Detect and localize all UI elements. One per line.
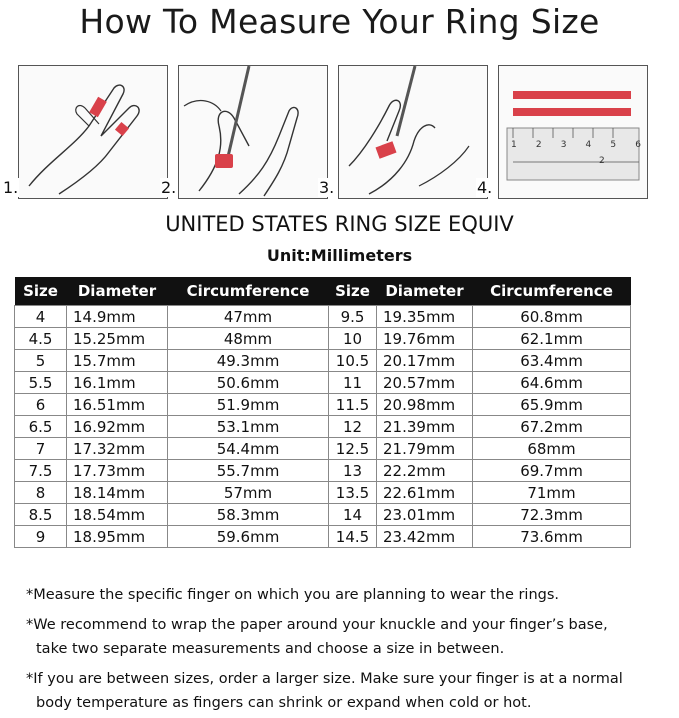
cell: 21.79mm xyxy=(377,438,473,460)
cell: 59.6mm xyxy=(168,526,329,548)
table-row xyxy=(15,482,631,504)
cell: 16.51mm xyxy=(67,394,168,416)
ruler-tick-labels xyxy=(511,140,641,150)
cell: 10.5 xyxy=(329,350,377,372)
step-4-number: 4. xyxy=(477,178,493,197)
cell: 55.7mm xyxy=(168,460,329,482)
cell: 17.73mm xyxy=(67,460,168,482)
cell: 20.98mm xyxy=(377,394,473,416)
cell: 73.6mm xyxy=(473,526,631,548)
cell: 69.7mm xyxy=(473,460,631,482)
ruler-tick: 3 xyxy=(560,140,567,150)
cell: 5.5 xyxy=(15,372,67,394)
cell: 68mm xyxy=(473,438,631,460)
cell: 54.4mm xyxy=(168,438,329,460)
cell: 53.1mm xyxy=(168,416,329,438)
hand-marking-strip-icon xyxy=(179,66,327,198)
header-size: Size xyxy=(329,277,377,306)
note-3-line-2: body temperature as fingers can shrink or expand when cold or hot. xyxy=(36,695,532,711)
cell: 50.6mm xyxy=(168,372,329,394)
ring-size-table xyxy=(14,277,631,548)
cell: 7 xyxy=(15,438,67,460)
cell: 18.95mm xyxy=(67,526,168,548)
cell: 6.5 xyxy=(15,416,67,438)
ruler-tick: 4 xyxy=(585,140,592,150)
note-2-line-2: take two separate measurements and choose a size in between. xyxy=(36,641,505,657)
cell: 20.57mm xyxy=(377,372,473,394)
cell: 20.17mm xyxy=(377,350,473,372)
cell: 21.39mm xyxy=(377,416,473,438)
step-2-illustration xyxy=(178,65,328,199)
step-1-illustration xyxy=(18,65,168,199)
cell: 9 xyxy=(15,526,67,548)
header-circumference: Circumference xyxy=(168,277,329,306)
cell: 11 xyxy=(329,372,377,394)
step-3-illustration xyxy=(338,65,488,199)
cell: 67.2mm xyxy=(473,416,631,438)
cell: 58.3mm xyxy=(168,504,329,526)
header-diameter: Diameter xyxy=(67,277,168,306)
table-row xyxy=(15,504,631,526)
cell: 22.2mm xyxy=(377,460,473,482)
table-heading: UNITED STATES RING SIZE EQUIV xyxy=(165,212,514,236)
step-2-number: 2. xyxy=(161,178,177,197)
note-3 xyxy=(26,667,676,715)
cell: 4 xyxy=(15,306,67,328)
table-header-row xyxy=(15,277,631,306)
step-4-illustration xyxy=(498,65,648,199)
cell: 23.01mm xyxy=(377,504,473,526)
cell: 14.9mm xyxy=(67,306,168,328)
step-3-number: 3. xyxy=(319,178,335,197)
cell: 49.3mm xyxy=(168,350,329,372)
header-diameter: Diameter xyxy=(377,277,473,306)
header-circumference: Circumference xyxy=(473,277,631,306)
ruler-tick: 6 xyxy=(635,140,641,150)
cell: 18.14mm xyxy=(67,482,168,504)
cell: 7.5 xyxy=(15,460,67,482)
hand-with-pen-icon xyxy=(339,66,487,198)
ruler-with-strips-icon xyxy=(499,66,647,198)
cell: 11.5 xyxy=(329,394,377,416)
cell: 47mm xyxy=(168,306,329,328)
cell: 6 xyxy=(15,394,67,416)
table-row xyxy=(15,416,631,438)
table-row xyxy=(15,328,631,350)
table-row xyxy=(15,350,631,372)
note-2 xyxy=(26,613,676,661)
cell: 4.5 xyxy=(15,328,67,350)
cell: 48mm xyxy=(168,328,329,350)
note-1: *Measure the specific finger on which you are planning to wear the rings. xyxy=(26,587,560,603)
cell: 12.5 xyxy=(329,438,377,460)
cell: 51.9mm xyxy=(168,394,329,416)
cell: 16.92mm xyxy=(67,416,168,438)
cell: 62.1mm xyxy=(473,328,631,350)
cell: 13.5 xyxy=(329,482,377,504)
cell: 5 xyxy=(15,350,67,372)
cell: 19.35mm xyxy=(377,306,473,328)
header-size: Size xyxy=(15,277,67,306)
cell: 15.7mm xyxy=(67,350,168,372)
note-2-line-1: *We recommend to wrap the paper around your knuckle and your finger’s base, xyxy=(26,617,608,633)
ruler-tick: 1 xyxy=(511,140,517,150)
ruler-tick: 5 xyxy=(610,140,617,150)
cell: 22.61mm xyxy=(377,482,473,504)
ruler-mark-label: 2 xyxy=(599,156,605,166)
cell: 23.42mm xyxy=(377,526,473,548)
cell: 15.25mm xyxy=(67,328,168,350)
cell: 64.6mm xyxy=(473,372,631,394)
cell: 10 xyxy=(329,328,377,350)
table-row xyxy=(15,526,631,548)
cell: 17.32mm xyxy=(67,438,168,460)
hand-with-paper-strip-icon xyxy=(19,66,167,198)
cell: 65.9mm xyxy=(473,394,631,416)
cell: 63.4mm xyxy=(473,350,631,372)
cell: 72.3mm xyxy=(473,504,631,526)
cell: 14.5 xyxy=(329,526,377,548)
cell: 60.8mm xyxy=(473,306,631,328)
table-row xyxy=(15,438,631,460)
note-3-line-1: *If you are between sizes, order a larger size. Make sure your finger is at a normal xyxy=(26,671,623,687)
cell: 13 xyxy=(329,460,377,482)
cell: 71mm xyxy=(473,482,631,504)
cell: 8.5 xyxy=(15,504,67,526)
measuring-steps xyxy=(0,60,679,200)
table-row xyxy=(15,460,631,482)
cell: 18.54mm xyxy=(67,504,168,526)
measurement-notes xyxy=(26,583,676,715)
cell: 9.5 xyxy=(329,306,377,328)
table-row xyxy=(15,372,631,394)
unit-label: Unit:Millimeters xyxy=(266,246,413,265)
cell: 19.76mm xyxy=(377,328,473,350)
step-1-number: 1. xyxy=(3,178,19,197)
table-row xyxy=(15,306,631,328)
ruler-tick: 2 xyxy=(535,140,542,150)
page-title: How To Measure Your Ring Size xyxy=(79,2,600,41)
table-row xyxy=(15,394,631,416)
cell: 57mm xyxy=(168,482,329,504)
cell: 12 xyxy=(329,416,377,438)
cell: 16.1mm xyxy=(67,372,168,394)
cell: 8 xyxy=(15,482,67,504)
cell: 14 xyxy=(329,504,377,526)
